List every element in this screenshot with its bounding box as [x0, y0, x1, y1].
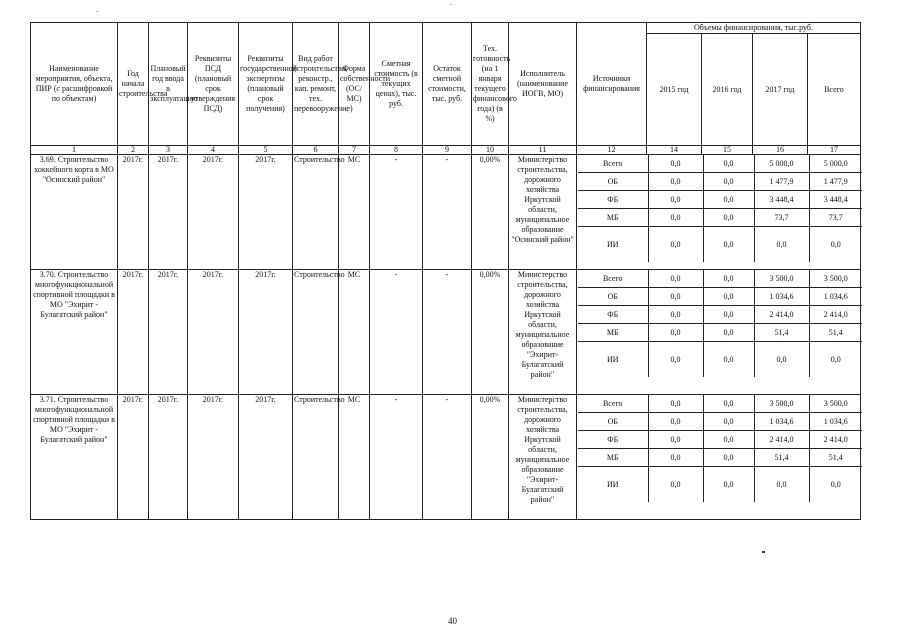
value-2015: 0,0	[648, 449, 703, 467]
header-name: Наименование мероприятия, объекта, ПИР (с расшифровкой по объектам)	[31, 23, 118, 146]
financing-block	[577, 155, 861, 270]
source-cell: Всего	[578, 155, 648, 173]
financing-row	[578, 227, 862, 263]
value-2017: 0,0	[754, 227, 809, 263]
header-remaining: Остаток сметной стоимости, тыс. руб.	[423, 23, 472, 146]
value-2015: 0,0	[648, 467, 703, 503]
col-number: 5	[239, 146, 293, 155]
value-total: 51,4	[809, 324, 862, 342]
value-total: 3 448,4	[809, 191, 862, 209]
value-2017: 0,0	[754, 467, 809, 503]
header-work-type: Вид работ (строительство, реконстр., кап. ремонт, тех. перевооружение)	[293, 23, 339, 146]
col-number: 12	[577, 146, 647, 155]
value-total: 1 034,6	[809, 413, 862, 431]
value-2016: 0,0	[703, 191, 754, 209]
value-2016: 0,0	[703, 467, 754, 503]
source-cell: МБ	[578, 209, 648, 227]
financing-row	[578, 270, 862, 288]
executor-cell: Министерство строительства, дорожного хозяйства Иркутской области, муниципальное образование "Эхирит-Булагатский район"	[509, 270, 577, 395]
plan-year-cell: 2017г.	[149, 155, 188, 270]
table-row	[31, 270, 861, 395]
start-year-cell: 2017г.	[118, 270, 149, 395]
source-cell: ИИ	[606, 354, 619, 364]
source-cell: ОБ	[578, 413, 648, 431]
value-total: 0,0	[809, 227, 862, 263]
source-cell: ОБ	[578, 173, 648, 191]
value-total: 0,0	[809, 467, 862, 503]
ownership-cell: МС	[339, 270, 370, 395]
readiness-cell: 0,00%	[472, 155, 509, 270]
value-2017: 5 000,0	[754, 155, 809, 173]
value-total: 3 500,0	[809, 270, 862, 288]
financing-row	[578, 431, 862, 449]
header-executor: Исполнитель (наименование ИОГВ, МО)	[509, 23, 577, 146]
financing-row	[578, 209, 862, 227]
value-2015: 0,0	[648, 209, 703, 227]
source-cell: ИИ	[606, 479, 619, 489]
col-number: 3	[149, 146, 188, 155]
header-ownership: Форма собственности (ОС/МС)	[339, 23, 370, 146]
start-year-cell: 2017г.	[118, 395, 149, 520]
document-page	[30, 22, 861, 520]
value-total: 2 414,0	[809, 306, 862, 324]
header-volumes: Объемы финансирования, тыс.руб.	[647, 23, 861, 34]
value-2015: 0,0	[648, 413, 703, 431]
value-2015: 0,0	[648, 227, 703, 263]
psd-cell: 2017г.	[188, 270, 239, 395]
col-number: 9	[423, 146, 472, 155]
expertise-cell: 2017г.	[239, 270, 293, 395]
value-total: 3 500,0	[809, 395, 862, 413]
header-total: Всего	[808, 34, 861, 146]
plan-year-cell: 2017г.	[149, 270, 188, 395]
work-type-cell: Строительство	[293, 155, 339, 270]
header-year-2016: 2016 год	[702, 34, 753, 146]
value-total: 1 034,6	[809, 288, 862, 306]
financing-block	[577, 270, 861, 395]
readiness-cell: 0,00%	[472, 395, 509, 520]
col-number: 14	[647, 146, 702, 155]
value-2017: 3 500,0	[754, 270, 809, 288]
value-2017: 0,0	[754, 342, 809, 378]
financing-table	[30, 22, 861, 520]
value-2016: 0,0	[703, 155, 754, 173]
financing-row	[578, 449, 862, 467]
source-cell: ИИ	[606, 239, 619, 249]
value-2015: 0,0	[648, 288, 703, 306]
header-start-year: Год начала строительства	[118, 23, 149, 146]
value-2017: 3 500,0	[754, 395, 809, 413]
value-2017: 1 477,9	[754, 173, 809, 191]
col-number: 1	[31, 146, 118, 155]
value-2015: 0,0	[648, 173, 703, 191]
column-numbers-row	[31, 146, 861, 155]
readiness-cell: 0,00%	[472, 270, 509, 395]
value-2017: 73,7	[754, 209, 809, 227]
estimate-cell: -	[370, 270, 423, 395]
financing-block	[577, 395, 861, 520]
financing-row	[578, 155, 862, 173]
value-total: 2 414,0	[809, 431, 862, 449]
estimate-cell: -	[370, 155, 423, 270]
header-plan-year: Плановый год ввода в эксплуатацию	[149, 23, 188, 146]
value-2016: 0,0	[703, 449, 754, 467]
header-expertise: Реквизиты государственной экспертизы (плановый срок получения)	[239, 23, 293, 146]
table-row	[31, 395, 861, 520]
col-number: 8	[370, 146, 423, 155]
ownership-cell: МС	[339, 155, 370, 270]
header-year-2015: 2015 год	[647, 34, 702, 146]
value-2017: 51,4	[754, 324, 809, 342]
source-cell: ФБ	[578, 431, 648, 449]
value-2017: 51,4	[754, 449, 809, 467]
value-total: 5 000,0	[809, 155, 862, 173]
value-total: 1 477,9	[809, 173, 862, 191]
value-2017: 2 414,0	[754, 306, 809, 324]
start-year-cell: 2017г.	[118, 155, 149, 270]
col-number: 16	[753, 146, 808, 155]
estimate-cell: -	[370, 395, 423, 520]
col-number: 6	[293, 146, 339, 155]
plan-year-cell: 2017г.	[149, 395, 188, 520]
value-total: 0,0	[809, 342, 862, 378]
financing-row	[578, 306, 862, 324]
source-cell: Всего	[578, 395, 648, 413]
col-number: 7	[339, 146, 370, 155]
psd-cell: 2017г.	[188, 395, 239, 520]
executor-cell: Министерство строительства, дорожного хозяйства Иркутской области, муниципальное образование "Эхирит-Булагатский район"	[509, 395, 577, 520]
table-row	[31, 155, 861, 270]
expertise-cell: 2017г.	[239, 395, 293, 520]
expertise-cell: 2017г.	[239, 155, 293, 270]
header-sources: Источники финансирования	[577, 23, 647, 146]
financing-row	[578, 467, 862, 503]
col-number: 15	[702, 146, 753, 155]
source-cell: МБ	[578, 449, 648, 467]
header-psd: Реквизиты ПСД (плановый срок утверждения ПСД)	[188, 23, 239, 146]
financing-row	[578, 173, 862, 191]
col-number: 17	[808, 146, 861, 155]
value-2017: 2 414,0	[754, 431, 809, 449]
value-2016: 0,0	[703, 431, 754, 449]
value-2015: 0,0	[648, 155, 703, 173]
value-2017: 1 034,6	[754, 413, 809, 431]
remaining-cell: -	[423, 395, 472, 520]
financing-row	[578, 413, 862, 431]
financing-row	[578, 191, 862, 209]
page-number: 40	[448, 616, 457, 626]
financing-row	[578, 324, 862, 342]
value-2016: 0,0	[703, 342, 754, 378]
financing-row	[578, 395, 862, 413]
value-2015: 0,0	[648, 342, 703, 378]
value-total: 51,4	[809, 449, 862, 467]
value-2016: 0,0	[703, 209, 754, 227]
value-2015: 0,0	[648, 395, 703, 413]
col-number: 10	[472, 146, 509, 155]
source-cell: ОБ	[578, 288, 648, 306]
col-number: 2	[118, 146, 149, 155]
value-2016: 0,0	[703, 270, 754, 288]
value-2015: 0,0	[648, 431, 703, 449]
remaining-cell: -	[423, 270, 472, 395]
col-number: 4	[188, 146, 239, 155]
financing-row	[578, 342, 862, 378]
header-year-2017: 2017 год	[753, 34, 808, 146]
col-number: 11	[509, 146, 577, 155]
work-type-cell: Строительство	[293, 395, 339, 520]
value-2015: 0,0	[648, 270, 703, 288]
value-2017: 3 448,4	[754, 191, 809, 209]
object-name: 3.71. Строительство многофункциональной спортивной площадки в МО "Эхирит - Булагатский район"	[31, 395, 118, 520]
value-2015: 0,0	[648, 191, 703, 209]
object-name: 3.69. Строительство хоккейного корта в МО "Осинский район"	[31, 155, 118, 270]
header-readiness: Тех. готовность (на 1 января текущего финансового года) (в %)	[472, 23, 509, 146]
value-total: 73,7	[809, 209, 862, 227]
value-2016: 0,0	[703, 306, 754, 324]
scan-speck	[96, 11, 98, 12]
value-2016: 0,0	[703, 395, 754, 413]
financing-row	[578, 288, 862, 306]
scan-speck	[762, 551, 765, 553]
work-type-cell: Строительство	[293, 270, 339, 395]
value-2017: 1 034,6	[754, 288, 809, 306]
value-2015: 0,0	[648, 306, 703, 324]
remaining-cell: -	[423, 155, 472, 270]
source-cell: ФБ	[578, 306, 648, 324]
object-name: 3.70. Строительство многофункциональной спортивной площадки в МО "Эхирит - Булагатский район"	[31, 270, 118, 395]
ownership-cell: МС	[339, 395, 370, 520]
value-2016: 0,0	[703, 324, 754, 342]
scan-speck	[450, 4, 452, 5]
source-cell: ФБ	[578, 191, 648, 209]
value-2016: 0,0	[703, 288, 754, 306]
executor-cell: Министерство строительства, дорожного хозяйства Иркутской области, муниципальное образование "Осинский район"	[509, 155, 577, 270]
source-cell: Всего	[578, 270, 648, 288]
source-cell: МБ	[578, 324, 648, 342]
value-2016: 0,0	[703, 227, 754, 263]
psd-cell: 2017г.	[188, 155, 239, 270]
value-2015: 0,0	[648, 324, 703, 342]
value-2016: 0,0	[703, 413, 754, 431]
header-estimate: Сметная стоимость (в текущих ценах), тыс. руб.	[370, 23, 423, 146]
value-2016: 0,0	[703, 173, 754, 191]
